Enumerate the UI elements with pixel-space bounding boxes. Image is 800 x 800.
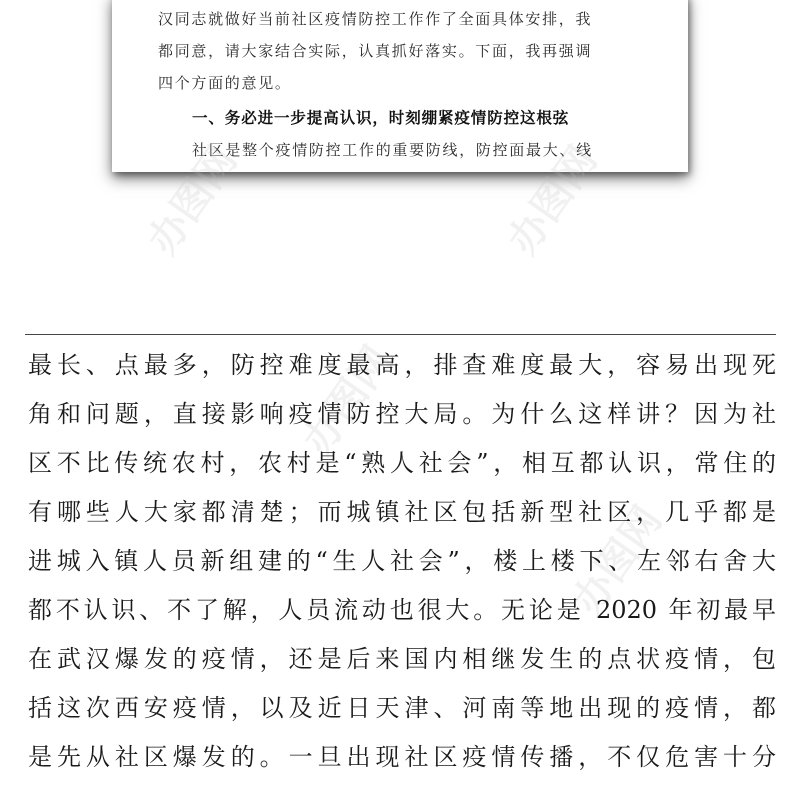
preview-line: 社区是整个疫情防控工作的重要防线，防控面最大、线 [192, 141, 593, 159]
body-line: 进城入镇人员新组建的“生人社会”，楼上楼下、左邻右舍大 [28, 547, 776, 575]
body-line: 括这次西安疫情，以及近日天津、河南等地出现的疫情，都 [28, 694, 776, 722]
body-line: 在武汉爆发的疫情，还是后来国内相继发生的点状疫情，包 [28, 645, 776, 673]
preview-line: 汉同志就做好当前社区疫情防控工作作了全面具体安排，我 [158, 10, 593, 28]
preview-line: 四个方面的意见。 [158, 74, 292, 92]
body-line: 都不认识、不了解，人员流动也很大。无论是 2020 年初最早 [28, 596, 776, 624]
watermark: 办图网 [499, 138, 607, 263]
watermark: 办图网 [564, 498, 672, 623]
divider [25, 334, 776, 335]
document-preview-card [112, 0, 688, 172]
section-heading: 一、务必进一步提高认识，时刻绷紧疫情防控这根弦 [192, 109, 570, 127]
body-line: 有哪些人大家都清楚；而城镇社区包括新型社区，几乎都是 [28, 498, 776, 526]
body-line: 最长、点最多，防控难度最高，排查难度最大，容易出现死 [28, 351, 776, 379]
body-line: 区不比传统农村，农村是“熟人社会”，相互都认识，常住的 [28, 449, 776, 477]
watermark: 办图网 [139, 138, 247, 263]
body-line: 是先从社区爆发的。一旦出现社区疫情传播，不仅危害十分 [28, 743, 776, 771]
body-line: 角和问题，直接影响疫情防控大局。为什么这样讲？因为社 [28, 400, 776, 428]
watermark: 办图网 [294, 338, 402, 463]
preview-line: 都同意，请大家结合实际，认真抓好落实。下面，我再强调 [158, 42, 593, 60]
